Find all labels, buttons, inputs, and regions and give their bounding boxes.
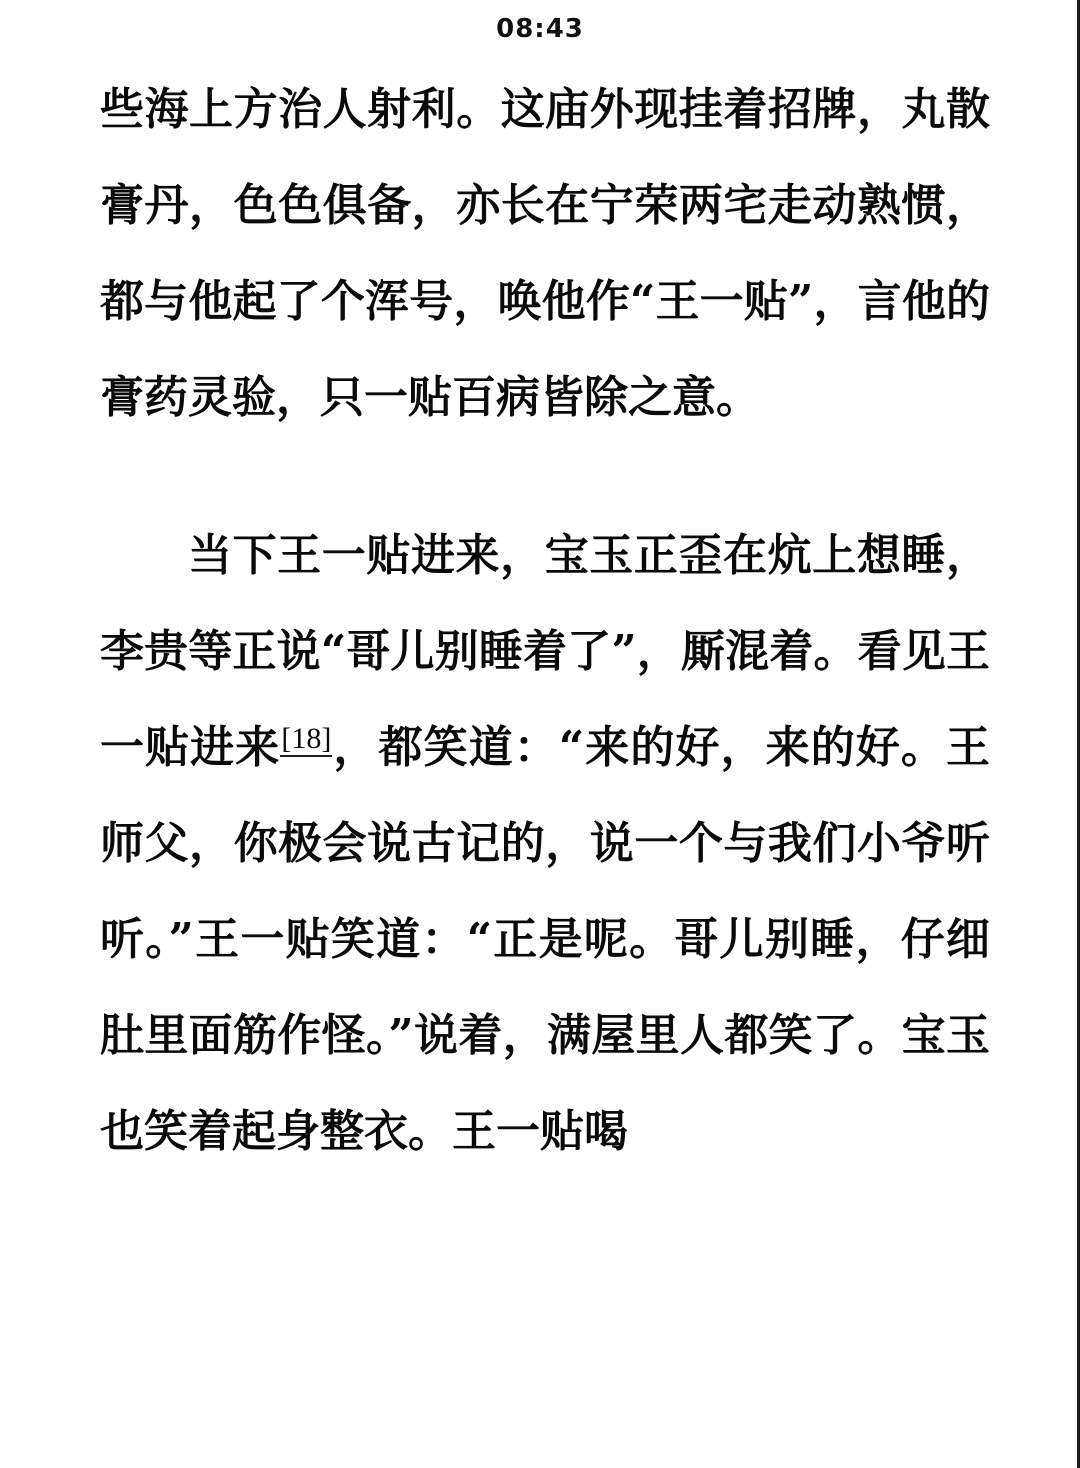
paragraph: 些海上方治人射利。这庙外现挂着招牌，丸散膏丹，色色俱备，亦长在宁荣两宅走动熟惯，都与他起了个浑号，唤他作“王一贴”，言他的膏药灵验，只一贴百病皆除之意。: [100, 84, 990, 423]
status-bar-time: 08:43: [496, 14, 584, 44]
paragraph-text-part: 当下王一贴进来，宝玉正歪在炕上想睡，李贵等正说“哥儿别睡着了”，厮混着。看见王一贴进来: [100, 530, 990, 773]
reader-page-text[interactable]: [100, 62, 990, 1180]
paragraph-spacer: [100, 446, 990, 508]
footnote-link[interactable]: [18]: [281, 722, 332, 755]
paragraph-text-part: ，都笑道：“来的好，来的好。王师父，你极会说古记的，说一个与我们小爷听听。”王一贴笑道：“正是呢。哥儿别睡，仔细肚里面筋作怪。”说着，满屋里人都笑了。宝玉也笑着起身整衣。王一贴喝: [100, 722, 990, 1157]
paragraph: [100, 508, 990, 1180]
